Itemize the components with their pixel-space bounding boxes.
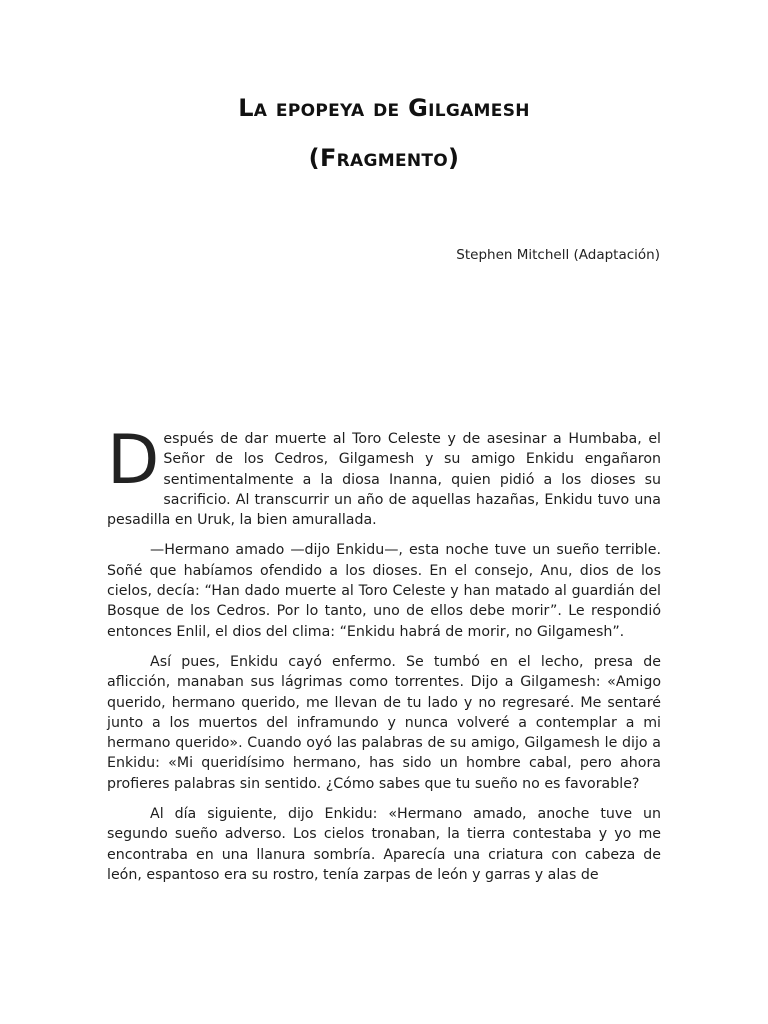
paragraph-1 xyxy=(107,421,661,530)
author-credit: Stephen Mitchell (Adaptación) xyxy=(456,247,660,263)
page-subtitle: (Fragmento) xyxy=(308,144,460,172)
page-title: La epopeya de Gilgamesh xyxy=(238,94,530,122)
body-text xyxy=(107,421,661,895)
paragraph-3: Así pues, Enkidu cayó enfermo. Se tumbó en el lecho, presa de aflicción, manaban sus lágrimas como torrentes. Dijo a Gilgamesh: «Amigo querido, hermano querido, me llevan de tu lado y no regresaré. Me sentaré junto a los muertos del inframundo y nunca volveré a contemplar a mi hermano querido». Cuando oyó las palabras de su amigo, Gilgamesh le dijo a Enkidu: «Mi queridísimo hermano, has sido un hombre cabal, pero ahora profieres palabras sin sentido. ¿Cómo sabes que tu sueño no es favorable? xyxy=(107,653,661,792)
paragraph-1-text: espués de dar muerte al Toro Celeste y de asesinar a Humbaba, el Señor de los Cedros, Gilgamesh y su amigo Enkidu engañaron sentimentalmente a la diosa Inanna, quien pidió a los dioses su sacrificio. Al transcurrir un año de aquellas hazañas, Enkidu tuvo una pesadilla en Uruk, la bien amurallada. xyxy=(107,431,661,529)
paragraph-2: —Hermano amado —dijo Enkidu—, esta noche tuve un sueño terrible. Soñé que habíamos ofendido a los dioses. En el consejo, Anu, dios de los cielos, decía: “Han dado muerte al Toro Celeste y han matado al guardián del Bosque de los Cedros. Por lo tanto, uno de ellos debe morir”. Le respondió entonces Enlil, el dios del clima: “Enkidu habrá de morir, no Gilgamesh”. xyxy=(107,542,661,640)
paragraph-4: Al día siguiente, dijo Enkidu: «Hermano amado, anoche tuve un segundo sueño adverso. Los cielos tronaban, la tierra contestaba y yo me encontraba en una llanura sombría. Aparecía una criatura con cabeza de león, espantoso era su rostro, tenía zarpas de león y garras y alas de xyxy=(107,806,661,883)
drop-cap: D xyxy=(107,421,160,500)
